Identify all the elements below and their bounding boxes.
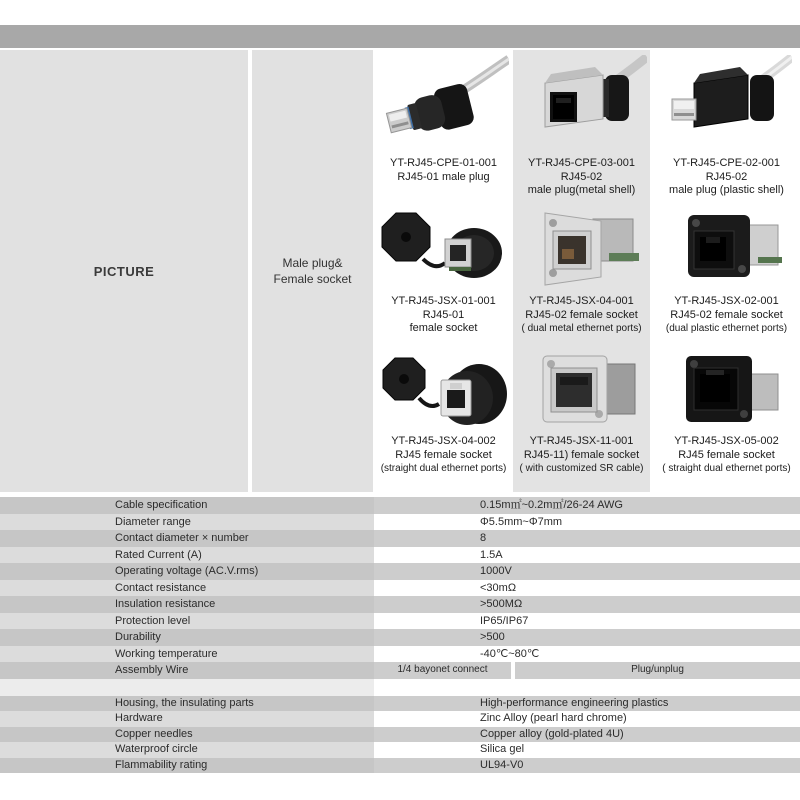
- row-label: Operating voltage (AC.V.rms): [0, 563, 374, 580]
- table-row: [0, 547, 800, 564]
- table-row: [0, 727, 800, 743]
- product-image: [513, 54, 650, 156]
- connector-black-module-photo: [662, 348, 792, 432]
- product-desc2: ( dual metal ethernet ports): [521, 323, 642, 334]
- product-image: [513, 346, 650, 434]
- table-row: [0, 646, 800, 663]
- row-label: Durability: [0, 629, 374, 646]
- row-value: Silica gel: [374, 742, 800, 758]
- group-label-cell: [252, 50, 373, 492]
- spec-block-electrical: [0, 497, 800, 679]
- product-desc: RJ45-02 female socket: [525, 308, 638, 321]
- product-desc2: ( straight dual ethernet ports): [662, 463, 791, 474]
- row-value: UL94-V0: [374, 758, 800, 774]
- product-cpe-01: [377, 54, 510, 184]
- product-caption: [653, 295, 800, 336]
- product-desc2: ( with customized SR cable): [519, 463, 644, 474]
- row-value: 8: [374, 530, 800, 547]
- product-caption: [377, 435, 510, 476]
- row-value: 0.15m㎡~0.2m㎡/26-24 AWG: [374, 497, 800, 514]
- row-value: >500MΩ: [374, 596, 800, 613]
- picture-title: PICTURE: [93, 263, 155, 279]
- connector-metal-socket-photo: [517, 201, 647, 293]
- product-code: YT-RJ45-JSX-04-001: [529, 295, 634, 307]
- row-label: Cable specification: [0, 497, 374, 514]
- table-row: [0, 696, 800, 712]
- row-value: IP65/IP67: [374, 613, 800, 630]
- product-desc2: male plug (plastic shell): [669, 184, 784, 196]
- row-label: Protection level: [0, 613, 374, 630]
- row-label: Contact resistance: [0, 580, 374, 597]
- row-label: Waterproof circle: [0, 742, 374, 758]
- row-value: High-performance engineering plastics: [374, 696, 800, 712]
- connector-male-plug-photo: [379, 55, 509, 155]
- spec-block-materials: [0, 696, 800, 774]
- product-image: [377, 54, 510, 156]
- row-label: Contact diameter × number: [0, 530, 374, 547]
- row-label: Working temperature: [0, 646, 374, 663]
- row-value: 1000V: [374, 563, 800, 580]
- table-row-assembly-wire: [0, 662, 800, 679]
- row-label: Flammability rating: [0, 758, 374, 774]
- row-value: Copper alloy (gold-plated 4U): [374, 727, 800, 743]
- table-row: [0, 596, 800, 613]
- connector-metal-module-photo: [517, 348, 647, 432]
- product-code: YT-RJ45-CPE-03-001: [528, 157, 635, 169]
- product-caption: [513, 157, 650, 198]
- product-cpe-03: [513, 54, 650, 198]
- group-label-line2: Female socket: [273, 272, 352, 286]
- product-image: [653, 346, 800, 434]
- product-jsx-04-001: [513, 200, 650, 336]
- assembly-value-left: 1/4 bayonet connect: [374, 662, 511, 679]
- product-desc2: (straight dual ethernet ports): [380, 463, 507, 474]
- product-desc: RJ45-01 male plug: [397, 170, 490, 183]
- product-desc: RJ45-02: [560, 170, 603, 183]
- row-value: >500: [374, 629, 800, 646]
- product-column-2: [513, 50, 650, 492]
- product-cpe-02: [653, 54, 800, 198]
- group-label-line1: Male plug&: [282, 256, 343, 270]
- spec-table: [0, 497, 800, 773]
- product-jsx-05: [653, 346, 800, 476]
- row-label: Hardware: [0, 711, 374, 727]
- row-label: Assembly Wire: [0, 662, 374, 679]
- product-code: YT-RJ45-JSX-04-002: [391, 435, 496, 447]
- row-value-split: [374, 662, 800, 679]
- product-jsx-02: [653, 200, 800, 336]
- product-column-3: [653, 50, 800, 492]
- row-value: -40℃~80℃: [374, 646, 800, 663]
- product-desc: RJ45-02: [705, 170, 748, 183]
- header-bar: [0, 25, 800, 48]
- product-desc2: male plug(metal shell): [527, 184, 636, 196]
- table-row: [0, 514, 800, 531]
- product-caption: [653, 157, 800, 198]
- product-code: YT-RJ45-CPE-01-001: [390, 157, 497, 169]
- product-jsx-01: [377, 200, 510, 336]
- row-label: Copper needles: [0, 727, 374, 743]
- product-desc: RJ45-02 female socket: [670, 308, 783, 321]
- table-row: [0, 497, 800, 514]
- product-image: [653, 200, 800, 294]
- table-row: [0, 742, 800, 758]
- picture-header-cell: [0, 50, 248, 492]
- product-image: [377, 200, 510, 294]
- product-desc: RJ45 female socket: [395, 448, 492, 461]
- table-row: [0, 563, 800, 580]
- assembly-value-right: Plug/unplug: [515, 662, 800, 679]
- product-caption: [377, 157, 510, 184]
- product-caption: [653, 435, 800, 476]
- table-row: [0, 711, 800, 727]
- product-code: YT-RJ45-CPE-02-001: [673, 157, 780, 169]
- connector-metal-plug-photo: [517, 55, 647, 155]
- product-code: YT-RJ45-JSX-11-001: [529, 435, 634, 447]
- product-desc2: (dual plastic ethernet ports): [665, 323, 788, 334]
- table-row: [0, 530, 800, 547]
- table-row: [0, 758, 800, 774]
- product-column-1: [377, 50, 510, 492]
- product-desc: RJ45-11) female socket: [523, 448, 640, 461]
- table-row: [0, 580, 800, 597]
- table-row: [0, 613, 800, 630]
- row-label: Housing, the insulating parts: [0, 696, 374, 712]
- connector-plastic-socket-photo: [662, 201, 792, 293]
- product-caption: [377, 295, 510, 336]
- row-value: 1.5A: [374, 547, 800, 564]
- product-code: YT-RJ45-JSX-05-002: [674, 435, 779, 447]
- row-label: Rated Current (A): [0, 547, 374, 564]
- product-code: YT-RJ45-JSX-01-001: [391, 295, 496, 307]
- connector-female-socket-photo: [379, 348, 509, 432]
- row-value: <30mΩ: [374, 580, 800, 597]
- table-section-gap: [0, 679, 800, 696]
- product-image: [653, 54, 800, 156]
- product-caption: [513, 295, 650, 336]
- row-label: Diameter range: [0, 514, 374, 531]
- product-jsx-11: [513, 346, 650, 476]
- product-code: YT-RJ45-JSX-02-001: [674, 295, 779, 307]
- product-desc: RJ45 female socket: [678, 448, 775, 461]
- connector-female-socket-photo: [379, 201, 509, 293]
- product-image: [377, 346, 510, 434]
- product-desc2: female socket: [409, 322, 478, 334]
- table-row: [0, 629, 800, 646]
- connector-plastic-plug-photo: [662, 55, 792, 155]
- product-caption: [513, 435, 650, 476]
- product-image: [513, 200, 650, 294]
- product-desc: RJ45-01: [422, 308, 465, 321]
- row-label: Insulation resistance: [0, 596, 374, 613]
- product-jsx-04-002: [377, 346, 510, 476]
- row-value: Zinc Alloy (pearl hard chrome): [374, 711, 800, 727]
- row-value: Φ5.5mm~Φ7mm: [374, 514, 800, 531]
